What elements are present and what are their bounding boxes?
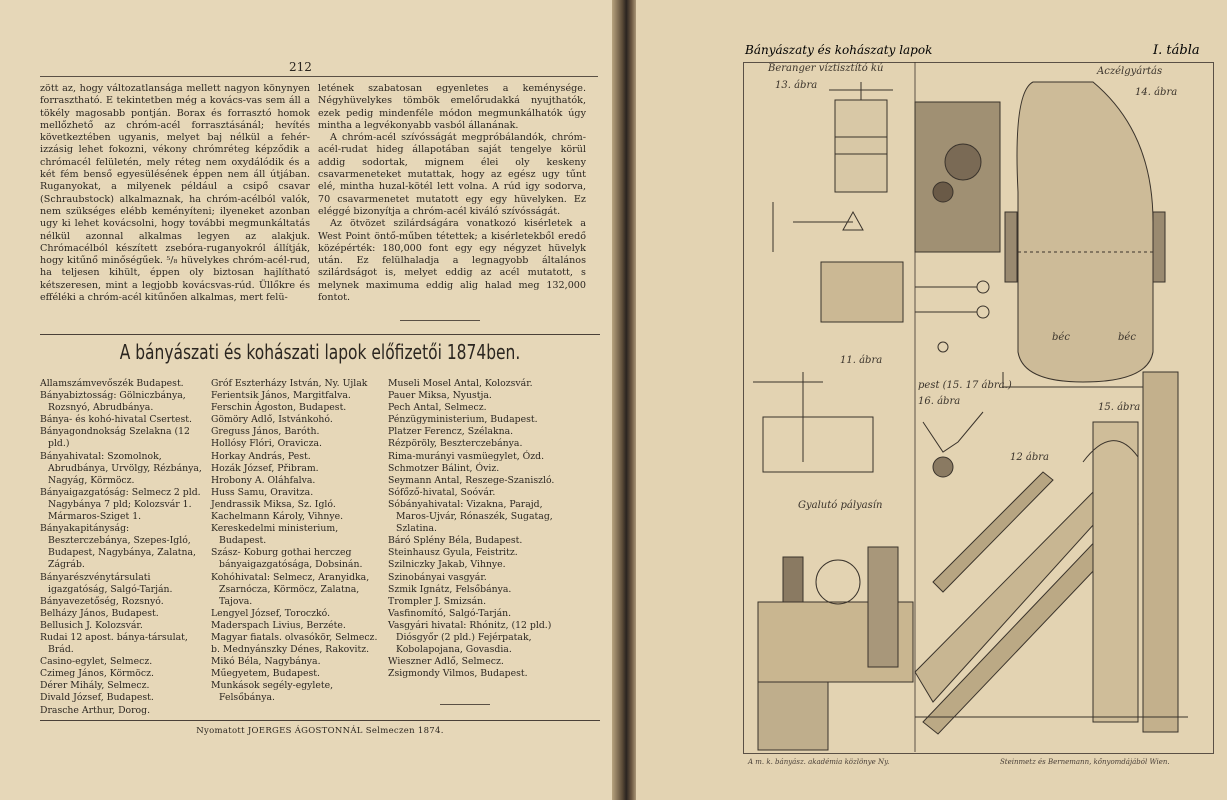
list-item: Divald József, Budapest.	[40, 692, 154, 704]
list-item: Maderspach Livius, Berzéte.	[211, 619, 346, 631]
list-item: Lengyel József, Toroczkó.	[211, 607, 331, 619]
label-gyaluto: Gyalutó pályasín	[798, 500, 883, 511]
plate-title: Bányászaty és kohászaty lapok	[745, 43, 933, 57]
label-fig15: 15. ábra	[1098, 402, 1141, 413]
list-item: Magyar fiatals. olvasókör, Selmecz.	[211, 631, 378, 643]
list-item: Casino-egylet, Selmecz.	[40, 656, 153, 668]
list-item: Schmotzer Bálint, Óviz.	[388, 462, 500, 474]
list-item: Munkások segély-egylete, Felsőbánya.	[211, 680, 334, 704]
list-item: b. Mednyánszky Dénes, Rakovitz.	[211, 644, 370, 656]
subscribers-column-3	[388, 378, 556, 680]
label-fig11: 11. ábra	[840, 355, 883, 366]
list-item: Gróf Eszterházy István, Ny. Ujlak	[211, 378, 368, 389]
list-item: Platzer Ferencz, Szélakna.	[388, 426, 514, 438]
text-column-2	[318, 83, 586, 304]
list-item: Wieszner Adlő, Selmecz.	[388, 656, 504, 668]
list-item: Seymann Antal, Reszege-Szaniszló.	[388, 474, 555, 486]
list-item: Ferientsik János, Margitfalva.	[211, 390, 351, 402]
list-item: Vasfinomító, Salgó-Tarján.	[388, 607, 512, 619]
label-bec-right: béc	[1118, 332, 1136, 343]
list-item: Allamszámvevőszék Budapest.	[40, 378, 184, 389]
list-item: Ferschin Ágoston, Budapest.	[211, 402, 347, 414]
list-item: Huss Samu, Oravitza.	[211, 486, 314, 498]
list-item: Kachelmann Károly, Vihnye.	[211, 511, 344, 523]
list-item: Bányaigazgatóság: Selmecz 2 pld. Nagybánya 7 pld; Kolozsvár 1. Mármaros-Sziget 1.	[40, 486, 201, 523]
section-divider	[400, 320, 480, 321]
list-item: Szmik Ignátz, Felsőbánya.	[388, 583, 512, 595]
list-item: Bányahivatal: Szomolnok, Abrudbánya, Urvölgy, Rézbánya, Nagyág, Körmöcz.	[40, 450, 202, 486]
footer-rule	[40, 720, 600, 721]
list-item: Dérer Mihály, Selmecz.	[40, 680, 150, 692]
printer-imprint: Nyomatott JOERGES ÁGOSTONNÁL Selmeczen 1874.	[196, 726, 444, 736]
technical-drawings	[743, 62, 1213, 754]
list-item: Kereskedelmi ministerium, Budapest.	[211, 523, 339, 547]
label-fig12: 12 ábra	[1010, 452, 1050, 463]
list-item: Pech Antal, Selmecz.	[388, 402, 487, 414]
list-item: Czimeg János, Körmöcz.	[40, 668, 154, 680]
list-item: Pauer Miksa, Nyustja.	[388, 390, 492, 402]
list-item: Pénzügyministerium, Budapest.	[388, 414, 538, 426]
list-item: Drasche Arthur, Dorog.	[40, 704, 151, 716]
list-item: Horkay András, Pest.	[211, 450, 311, 462]
label-fig13: 13. ábra	[775, 80, 818, 91]
label-fig14: 14. ábra	[1135, 87, 1178, 98]
list-item: Rézpöröly, Beszterczebánya.	[388, 438, 523, 450]
list-item: Bánya- és kohó-hivatal Csertest.	[40, 414, 192, 426]
list-item: Bányagondnokság Szelakna (12 pld.)	[40, 426, 190, 450]
list-item: Sóbányahivatal: Vizakna, Parajd, Maros-Ujvár, Rónaszék, Sugatag, Szlatina.	[388, 498, 553, 535]
list-item: Szász- Koburg gothai herczeg bányaigazgatósága, Dobsinán.	[211, 547, 363, 571]
list-item: Szinobányai vasgyár.	[388, 571, 487, 583]
label-acelgyartas: Aczélgyártás	[1097, 66, 1163, 77]
subscribers-heading: A bányászati és kohászati lapok előfizetői 1874ben.	[119, 340, 521, 364]
list-item: Rima-murányi vasmüegylet, Ózd.	[388, 450, 545, 462]
list-item: Bányarészvénytársulati igazgatóság, Salgó-Tarján.	[40, 571, 173, 595]
list-item: Bellusich J. Kolozsvár.	[40, 619, 143, 631]
list-item: Báró Splény Béla, Budapest.	[388, 535, 523, 547]
label-fig16: 16. ábra	[918, 396, 961, 407]
book-gutter	[612, 0, 638, 800]
list-item: Kohóhivatal: Selmecz, Aranyidka, Zsarnócza, Körmöcz, Zalatna, Tajova.	[211, 571, 370, 607]
list-item: Bányakapitányság: Beszterczebánya, Szepes-Igló, Budapest, Nagybánya, Zalatna, Zágráb.	[40, 523, 196, 571]
list-item: Vasgyári hivatal: Rhónitz, (12 pld.) Diósgyőr (2 pld.) Fejérpatak, Kobolapojana, Govasdia.	[388, 619, 552, 656]
list-item: Bányavezetőség, Rozsnyó.	[40, 595, 164, 607]
list-item: Steinhausz Gyula, Feistritz.	[388, 547, 518, 559]
list-item: Rudai 12 apost. bánya-társulat, Brád.	[40, 631, 188, 656]
header-rule	[40, 76, 598, 77]
list-item: Mikó Béla, Nagybánya.	[211, 656, 321, 668]
plate-footer-left: A m. k. bányász. akadémia közlönye Ny.	[748, 758, 890, 766]
list-item: Hollósy Flóri, Oravicza.	[211, 438, 323, 450]
list-item: Hrobony A. Oláhfalva.	[211, 474, 316, 486]
paragraph: Az ötvözet szilárdságára vonatkozó kisérletek a West Point öntő-műben tétettek; a kisérletekből eredő középérték: 180,000 font egy egy négyzet hüvelyk után. Ez felülhaladja a legnagyobb általános szilárdságot is, melyet eddig az acél mutatott, s melynek maximuma eddig alig halad meg 132,000 fontot.	[318, 218, 586, 304]
paragraph: letének szabatosan egyenletes a keménysége. Négyhüvelykes tömbök emelőrudakká nyujthatók, ezek pedig mindenféle módon megmunkálhatók úgy mintha a legvékonyabb vasból állanának.	[318, 83, 586, 131]
list-item: Bányabiztosság: Gölniczbánya, Rozsnyó, Abrudbánya.	[40, 390, 186, 414]
list-end-rule	[440, 704, 490, 705]
paragraph: zött az, hogy változatlansága mellett nagyon könynyen forrasztható. E tekintetben még a kovács-vas sem áll a tökély magosabb pontján. Borax és forrasztó homok mellőzhető az chróm-acél forrasztásánál; hevítés következtében ugyanis, melyet baj nélkül a fehér-izzásig lehet fokozni, vékony chrómréteg képződik a chrómacél felületén, mely réteg nem oxydálódik és a két fém benső egyesülésének éppen nem áll útjában. Ruganyokat, a milyenek például a csipő csavar (Schraubstock) alkalmaznak, ha chróm-acélból valók, nem szükséges elébb keményíteni; ilyeneket azonban ugy ki lehet kovácsolni, hogy további megmunkáltatás nélkül azonnal alkalmas legyen az alakjuk. Chrómacélból készített zsebóra-ruganyokról állítják, hogy kitűnő minőségűek. ⁵/₈ hüvelykes chróm-acél-rud, ha teljesen kihült, éppen oly biztosan hajlítható kétszeresen, mint a legjobb kovácsvas-rúd. Üllőkre és efféléki a chróm-acél kitűnően alkalmas, mert felü-	[40, 83, 310, 304]
list-item: Gömöry Adlő, Istvánkohó.	[211, 414, 333, 426]
section-rule	[40, 334, 600, 335]
paragraph: A chróm-acél szívósságát megpróbálandók, chróm-acél-rudat hideg állapotában saját tengelye körül addig sodortak, mignem élei oly keskeny csavarmeneteket mutattak, hogy az egész ugy tűnt elé, mintha huzal-kötél lett volna. A rúd igy sodorva, 70 csavarmenetet mutatott egy egy hüvelyken. Ez eléggé bizonyítja a chróm-acél kiváló szívósságát.	[318, 132, 586, 217]
list-item: Jendrassik Miksa, Sz. Igló.	[211, 498, 336, 510]
list-item: Hozák József, Přibram.	[211, 462, 319, 474]
label-fig17: pest (15. 17 ábra.)	[918, 380, 1012, 391]
list-item: Greguss János, Baróth.	[211, 426, 320, 438]
list-item: Museli Mosel Antal, Kolozsvár.	[388, 378, 533, 389]
list-item: Szilniczky Jakab, Vihnye.	[388, 559, 506, 571]
list-item: Műegyetem, Budapest.	[211, 668, 320, 680]
list-item: Sófőző-hivatal, Soóvár.	[388, 486, 496, 498]
subscribers-column-2	[211, 378, 381, 705]
list-item: Belházy János, Budapest.	[40, 607, 159, 619]
plate-number: I. tábla	[1153, 43, 1200, 58]
label-beranger: Beranger víztisztító kú	[768, 63, 884, 74]
list-item: Zsigmondy Vilmos, Budapest.	[388, 668, 528, 680]
page-number: 212	[289, 60, 312, 74]
text-column-1	[40, 83, 310, 304]
list-item: Trompler J. Smizsán.	[388, 595, 487, 607]
subscribers-column-1	[40, 378, 204, 717]
plate-footer-right: Steinmetz és Bernemann, kőnyomdájából Wien.	[1000, 758, 1170, 766]
label-bec-left: béc	[1052, 332, 1070, 343]
